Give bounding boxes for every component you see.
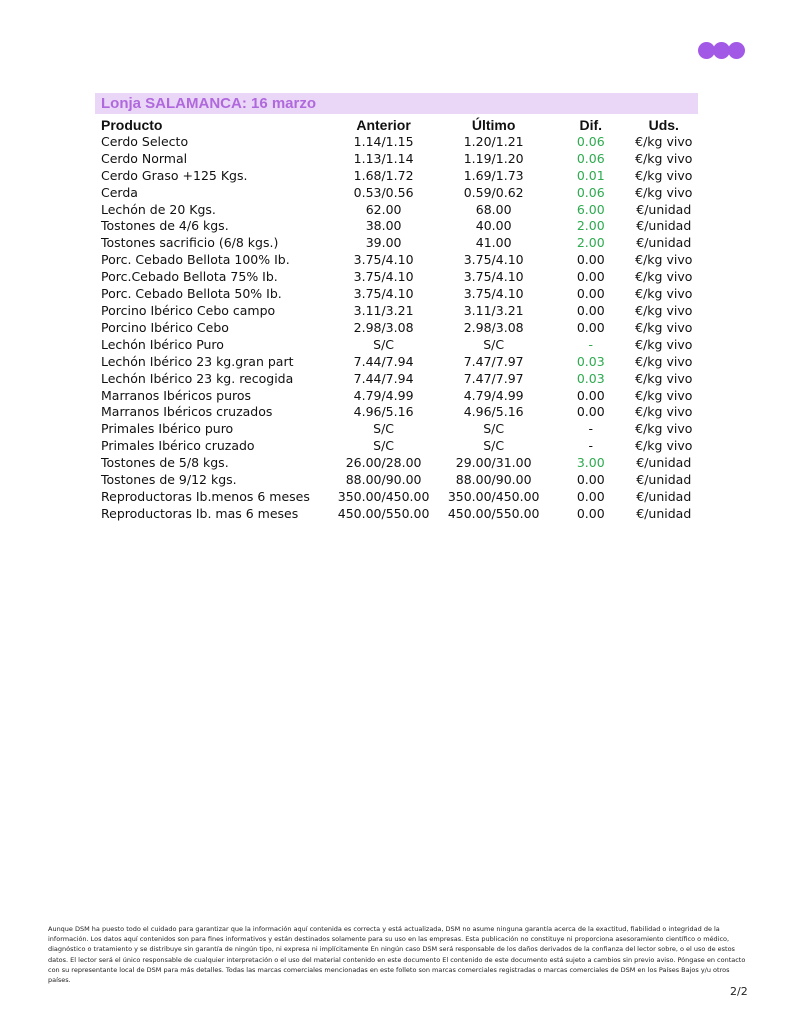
cell-previous: 1.14/1.15	[353, 133, 414, 149]
cell-last: 7.47/7.97	[463, 353, 524, 369]
cell-previous: 7.44/7.94	[353, 370, 414, 386]
section-title: Lonja SALAMANCA: 16 marzo	[95, 93, 698, 114]
cell-previous: 38.00	[365, 218, 402, 234]
cell-units: €/unidad	[636, 455, 692, 471]
cell-diff: 0.00	[576, 286, 605, 302]
cell-diff: 0.00	[576, 319, 605, 335]
cell-product: Porc. Cebado Bellota 50% Ib.	[101, 286, 282, 302]
cell-product: Reproductoras Ib. mas 6 meses	[101, 505, 299, 521]
cell-last: 3.75/4.10	[463, 252, 524, 268]
cell-diff: 0.00	[576, 488, 605, 504]
cell-last: 450.00/550.00	[447, 505, 540, 521]
cell-units: €/kg vivo	[635, 184, 693, 200]
price-table	[95, 117, 698, 523]
table-row	[95, 134, 698, 151]
cell-product: Tostones de 5/8 kgs.	[101, 455, 229, 471]
cell-diff: 0.00	[576, 472, 605, 488]
cell-units: €/kg vivo	[635, 150, 693, 166]
cell-previous: 1.13/1.14	[353, 150, 414, 166]
table-row	[95, 354, 698, 371]
table-row	[95, 252, 698, 269]
cell-diff: 2.00	[576, 218, 605, 234]
cell-diff: -	[588, 336, 594, 352]
cell-units: €/kg vivo	[635, 421, 693, 437]
cell-previous: 7.44/7.94	[353, 353, 414, 369]
cell-last: 88.00/90.00	[455, 472, 532, 488]
cell-units: €/kg vivo	[635, 286, 693, 302]
cell-last: 1.19/1.20	[463, 150, 524, 166]
cell-product: Porc. Cebado Bellota 100% Ib.	[101, 252, 290, 268]
cell-product: Porc.Cebado Bellota 75% Ib.	[101, 269, 278, 285]
table-row	[95, 218, 698, 235]
cell-previous: 4.79/4.99	[353, 387, 414, 403]
cell-previous: 3.11/3.21	[353, 302, 414, 318]
cell-last: 1.20/1.21	[463, 133, 524, 149]
cell-units: €/kg vivo	[635, 353, 693, 369]
cell-units: €/kg vivo	[635, 252, 693, 268]
table-row	[95, 371, 698, 388]
cell-diff: 0.06	[576, 133, 605, 149]
table-row	[95, 286, 698, 303]
cell-last: 3.75/4.10	[463, 269, 524, 285]
disclaimer-text: Aunque DSM ha puesto todo el cuidado para garantizar que la información aquí contenida es correcta y está actualizada, DSM no asume ninguna garantía acerca de la exactitud, fiabilidad o integridad de la información. Los datos aquí contenidos son para fines informativos y están destinados solamente para su uso en las empresas. Esta publicación no constituye ni proporciona asesoramiento científico o médico, diagnóstico o tratamiento y se distribuye sin garantía de ningún tipo, ni expresa ni implícitamente En ningún caso DSM será responsable de los daños derivados de la confianza del lector sobre, o el uso de estos datos. El lector será el único responsable de cualquier interpretación o el uso del material contenido en este documento El contenido de este documento está sujeto a cambios sin previo aviso. Póngase en contacto con su representante local de DSM para más detalles. Todas las marcas comerciales mencionadas en este folleto son marcas comerciales registradas o marcas comerciales de DSM en los Países Bajos y/u otros países.	[48, 925, 746, 985]
cell-previous: S/C	[373, 438, 395, 454]
cell-previous: S/C	[373, 421, 395, 437]
cell-diff: 3.00	[576, 455, 605, 471]
table-row	[95, 235, 698, 252]
cell-units: €/kg vivo	[635, 269, 693, 285]
cell-units: €/unidad	[636, 235, 692, 251]
table-row	[95, 337, 698, 354]
table-row	[95, 151, 698, 168]
cell-last: 29.00/31.00	[455, 455, 532, 471]
table-row	[95, 320, 698, 337]
table-row	[95, 472, 698, 489]
logo-dot	[728, 42, 745, 59]
cell-units: €/unidad	[636, 218, 692, 234]
cell-last: 68.00	[475, 201, 512, 217]
cell-product: Primales Ibérico cruzado	[101, 438, 255, 454]
cell-previous: 3.75/4.10	[353, 269, 414, 285]
table-row	[95, 269, 698, 286]
cell-units: €/kg vivo	[635, 438, 693, 454]
cell-product: Marranos Ibéricos puros	[101, 387, 252, 403]
cell-diff: 0.06	[576, 184, 605, 200]
cell-previous: 62.00	[365, 201, 402, 217]
header-last: Último	[471, 117, 516, 133]
header-units: Uds.	[648, 117, 679, 133]
cell-units: €/kg vivo	[635, 167, 693, 183]
cell-product: Lechón Ibérico 23 kg. recogida	[101, 370, 294, 386]
cell-product: Reproductoras Ib.menos 6 meses	[101, 488, 310, 504]
table-row	[95, 506, 698, 523]
cell-last: S/C	[483, 421, 505, 437]
cell-diff: 0.00	[576, 387, 605, 403]
cell-product: Lechón de 20 Kgs.	[101, 201, 216, 217]
cell-diff: -	[588, 438, 594, 454]
cell-diff: 0.00	[576, 269, 605, 285]
cell-units: €/unidad	[636, 472, 692, 488]
cell-product: Cerdo Graso +125 Kgs.	[101, 167, 248, 183]
cell-units: €/kg vivo	[635, 387, 693, 403]
cell-units: €/kg vivo	[635, 133, 693, 149]
cell-product: Cerdo Normal	[101, 150, 188, 166]
cell-last: 3.75/4.10	[463, 286, 524, 302]
cell-diff: 0.03	[576, 370, 605, 386]
cell-previous: 3.75/4.10	[353, 252, 414, 268]
table-body	[95, 134, 698, 523]
cell-diff: 0.00	[576, 505, 605, 521]
table-row	[95, 202, 698, 219]
cell-last: 40.00	[475, 218, 512, 234]
cell-last: S/C	[483, 336, 505, 352]
cell-product: Lechón Ibérico Puro	[101, 336, 224, 352]
header-product: Producto	[101, 117, 163, 133]
page-number: 2/2	[730, 985, 748, 998]
cell-diff: 0.01	[576, 167, 605, 183]
cell-product: Porcino Ibérico Cebo	[101, 319, 229, 335]
table-row	[95, 455, 698, 472]
cell-previous: 2.98/3.08	[353, 319, 414, 335]
cell-product: Tostones de 4/6 kgs.	[101, 218, 229, 234]
cell-last: 4.79/4.99	[463, 387, 524, 403]
cell-product: Lechón Ibérico 23 kg.gran part	[101, 353, 294, 369]
cell-diff: 6.00	[576, 201, 605, 217]
cell-previous: 1.68/1.72	[353, 167, 414, 183]
table-row	[95, 168, 698, 185]
cell-last: 4.96/5.16	[463, 404, 524, 420]
cell-last: S/C	[483, 438, 505, 454]
cell-previous: 3.75/4.10	[353, 286, 414, 302]
cell-product: Primales Ibérico puro	[101, 421, 234, 437]
cell-last: 7.47/7.97	[463, 370, 524, 386]
table-row	[95, 489, 698, 506]
cell-units: €/kg vivo	[635, 404, 693, 420]
cell-units: €/unidad	[636, 505, 692, 521]
table-header-row	[95, 117, 698, 134]
cell-product: Cerdo Selecto	[101, 133, 189, 149]
header-diff: Dif.	[579, 117, 603, 133]
three-dots-logo-icon	[698, 42, 745, 59]
header-previous: Anterior	[356, 117, 411, 133]
table-row	[95, 303, 698, 320]
cell-diff: 0.00	[576, 404, 605, 420]
cell-previous: 26.00/28.00	[345, 455, 422, 471]
cell-units: €/kg vivo	[635, 319, 693, 335]
cell-units: €/kg vivo	[635, 336, 693, 352]
cell-product: Cerda	[101, 184, 138, 200]
cell-product: Marranos Ibéricos cruzados	[101, 404, 273, 420]
cell-last: 350.00/450.00	[447, 488, 540, 504]
cell-previous: S/C	[373, 336, 395, 352]
cell-previous: 88.00/90.00	[345, 472, 422, 488]
cell-last: 2.98/3.08	[463, 319, 524, 335]
cell-diff: 0.03	[576, 353, 605, 369]
cell-last: 41.00	[475, 235, 512, 251]
cell-product: Tostones sacrificio (6/8 kgs.)	[101, 235, 279, 251]
cell-last: 3.11/3.21	[463, 302, 524, 318]
table-row	[95, 388, 698, 405]
cell-diff: -	[588, 421, 594, 437]
cell-previous: 4.96/5.16	[353, 404, 414, 420]
table-row	[95, 185, 698, 202]
cell-previous: 0.53/0.56	[353, 184, 414, 200]
table-row	[95, 404, 698, 421]
cell-product: Tostones de 9/12 kgs.	[101, 472, 237, 488]
cell-last: 0.59/0.62	[463, 184, 524, 200]
cell-previous: 350.00/450.00	[337, 488, 430, 504]
cell-diff: 0.00	[576, 302, 605, 318]
cell-previous: 450.00/550.00	[337, 505, 430, 521]
cell-units: €/kg vivo	[635, 302, 693, 318]
cell-diff: 2.00	[576, 235, 605, 251]
cell-previous: 39.00	[365, 235, 402, 251]
cell-product: Porcino Ibérico Cebo campo	[101, 302, 276, 318]
table-row	[95, 421, 698, 438]
cell-last: 1.69/1.73	[463, 167, 524, 183]
cell-diff: 0.06	[576, 150, 605, 166]
cell-diff: 0.00	[576, 252, 605, 268]
table-row	[95, 438, 698, 455]
cell-units: €/unidad	[636, 488, 692, 504]
cell-units: €/kg vivo	[635, 370, 693, 386]
cell-units: €/unidad	[636, 201, 692, 217]
